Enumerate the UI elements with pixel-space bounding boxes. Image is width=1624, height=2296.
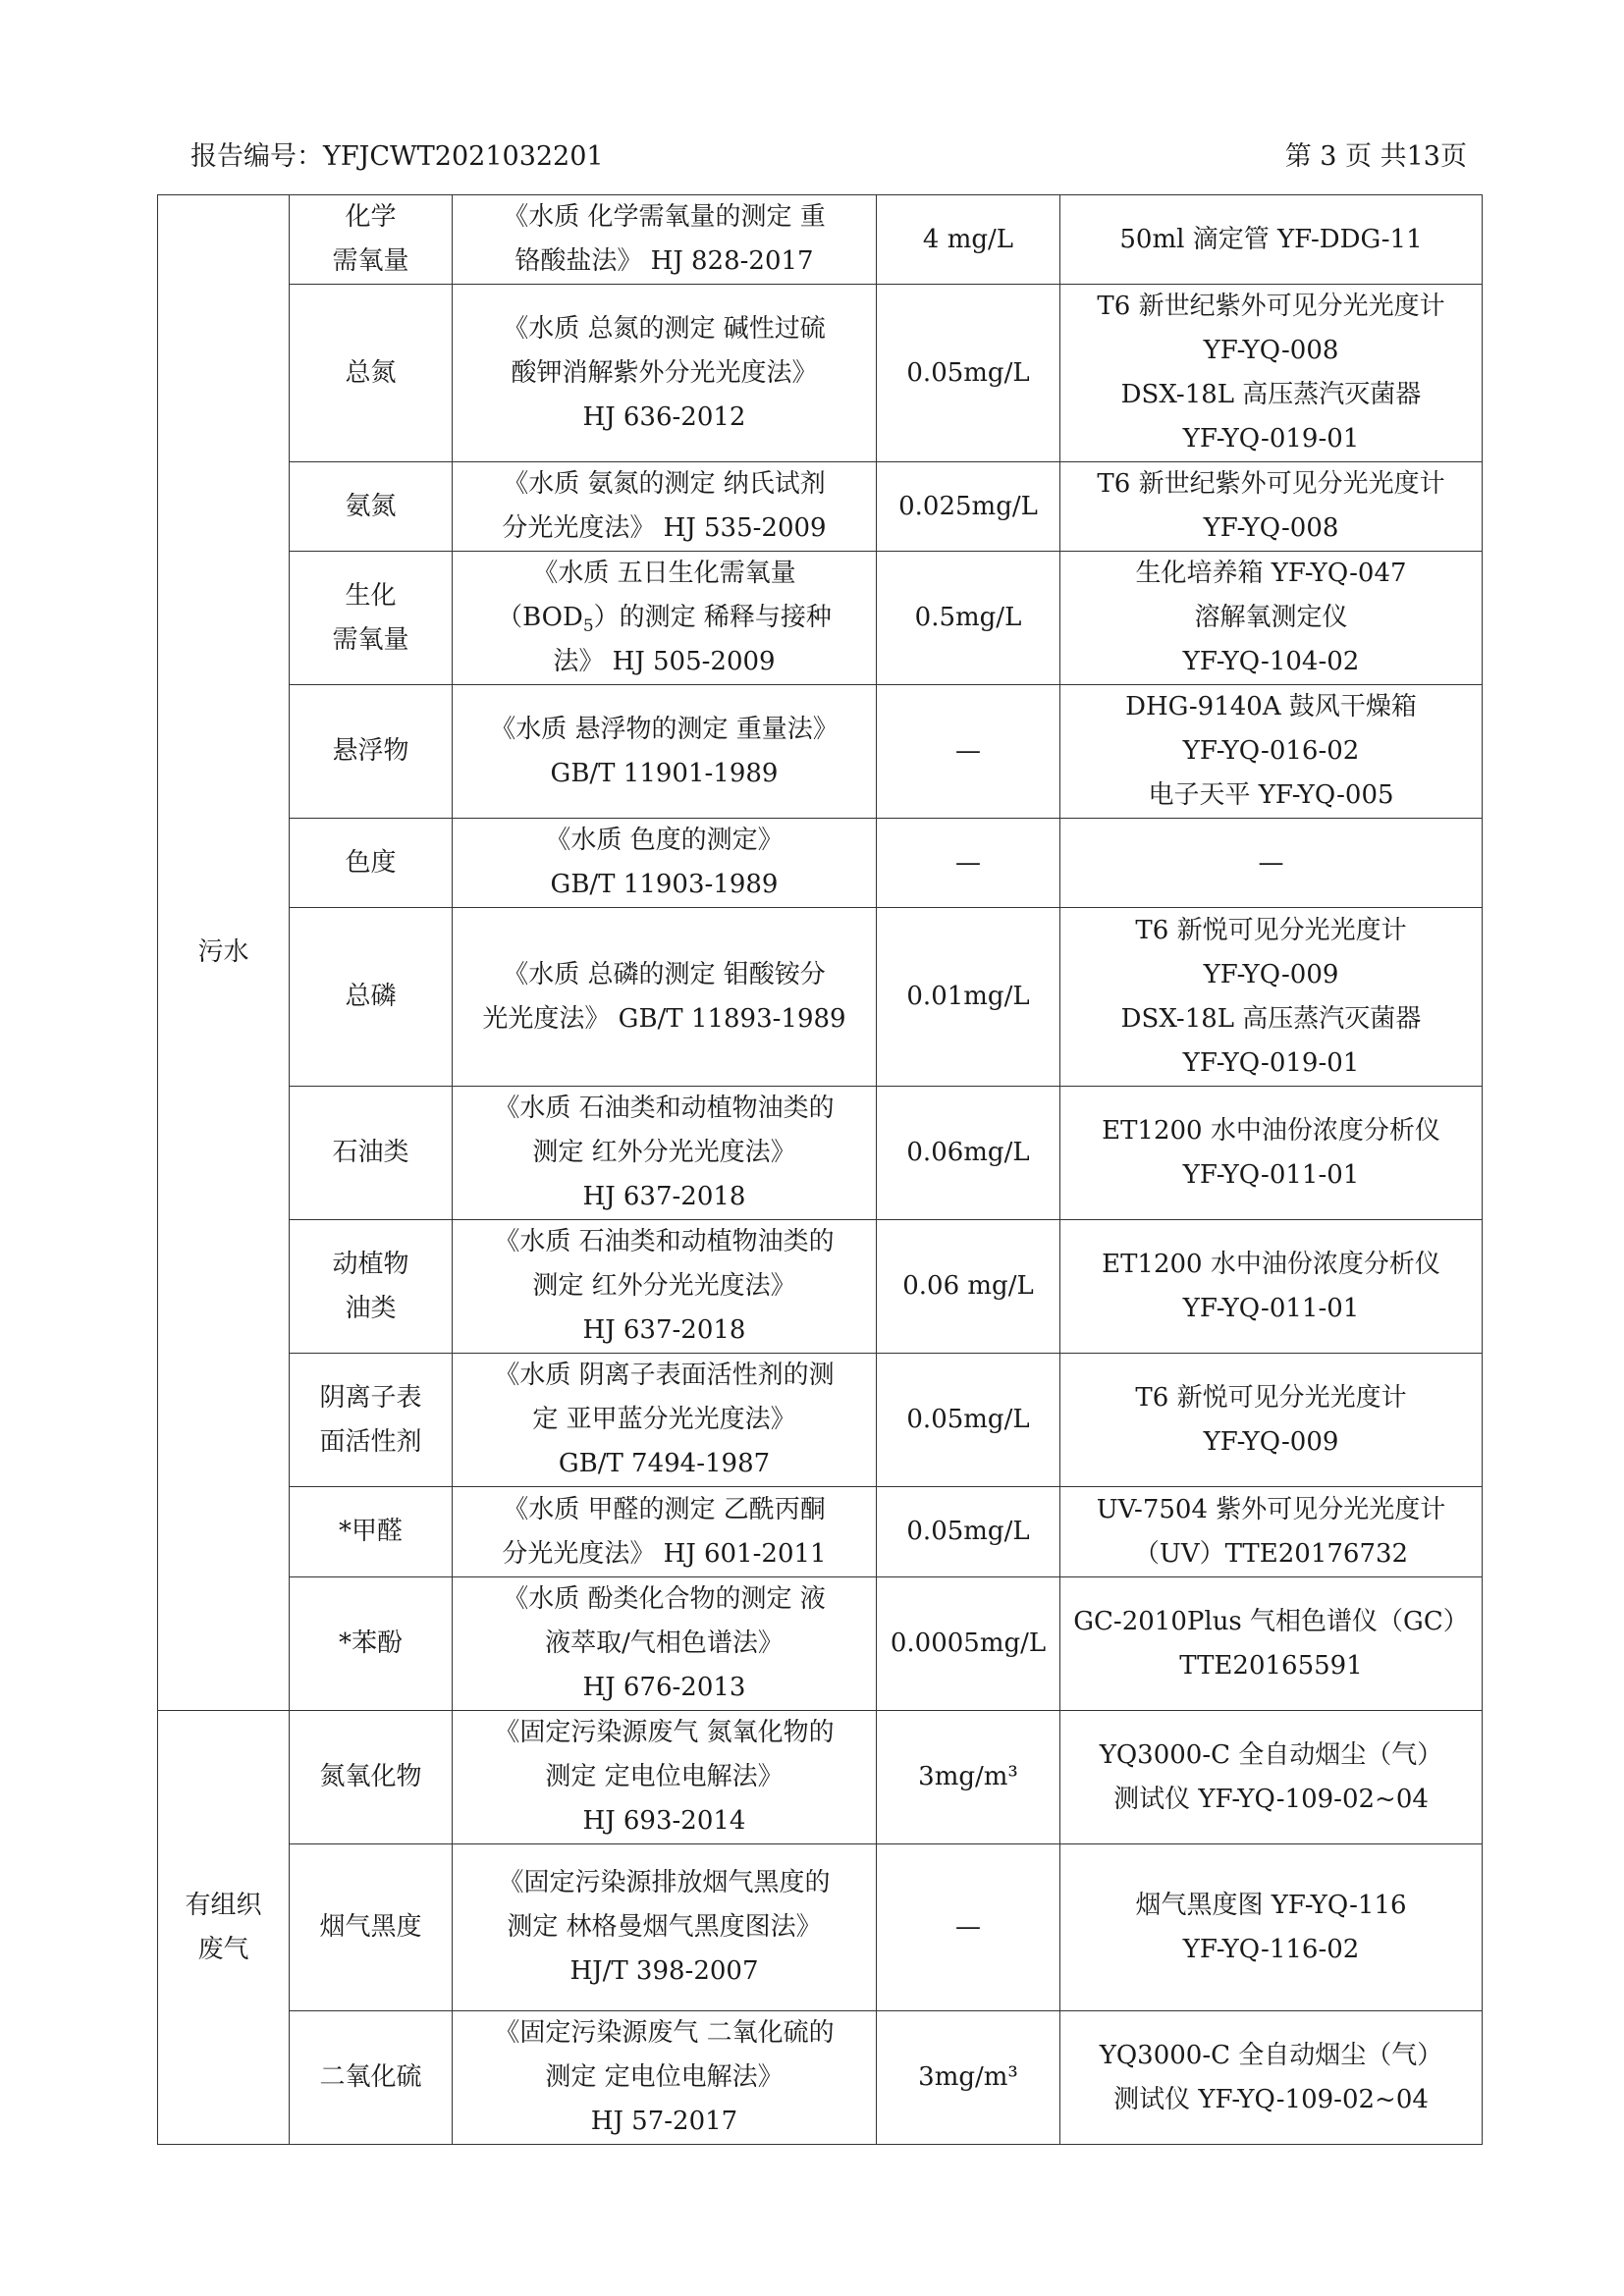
instrument-cell: T6 新世纪紫外可见分光光度计 YF-YQ-008 DSX-18L 高压蒸汽灭菌器 YF-YQ-019-01	[1060, 285, 1483, 462]
limit-cell: 0.05mg/L	[877, 285, 1060, 462]
method-text-pre: 《水质 五日生化需氧量 （BOD	[497, 559, 796, 632]
instrument-cell: YQ3000-C 全自动烟尘（气） 测试仪 YF-YQ-109-02~04	[1060, 2011, 1483, 2145]
method-cell: 《水质 总磷的测定 钼酸铵分 光光度法》 GB/T 11893-1989	[453, 908, 877, 1087]
instrument-cell: UV-7504 紫外可见分光光度计 （UV）TTE20176732	[1060, 1487, 1483, 1577]
table-row	[158, 552, 1483, 685]
table-row	[158, 1577, 1483, 1711]
method-cell: 《固定污染源废气 二氧化硫的 测定 定电位电解法》 HJ 57-2017	[453, 2011, 877, 2145]
instrument-cell: 生化培养箱 YF-YQ-047 溶解氧测定仪 YF-YQ-104-02	[1060, 552, 1483, 685]
limit-cell: 3mg/m³	[877, 1711, 1060, 1844]
method-cell: 《水质 石油类和动植物油类的 测定 红外分光光度法》 HJ 637-2018	[453, 1220, 877, 1354]
method-cell: 《固定污染源排放烟气黑度的 测定 林格曼烟气黑度图法》 HJ/T 398-2007	[453, 1844, 877, 2011]
instrument-cell: T6 新世纪紫外可见分光光度计 YF-YQ-008	[1060, 462, 1483, 552]
item-cell: 生化 需氧量	[290, 552, 453, 685]
item-cell: 悬浮物	[290, 685, 453, 819]
instrument-cell: T6 新悦可见分光光度计 YF-YQ-009 DSX-18L 高压蒸汽灭菌器 YF-YQ-019-01	[1060, 908, 1483, 1087]
method-cell: 《水质 总氮的测定 碱性过硫 酸钾消解紫外分光光度法》 HJ 636-2012	[453, 285, 877, 462]
limit-cell: 0.05mg/L	[877, 1354, 1060, 1487]
instrument-cell: ET1200 水中油份浓度分析仪 YF-YQ-011-01	[1060, 1087, 1483, 1220]
limit-cell: 4 mg/L	[877, 195, 1060, 285]
limit-cell: 0.06mg/L	[877, 1087, 1060, 1220]
method-cell	[453, 552, 877, 685]
item-cell: 化学 需氧量	[290, 195, 453, 285]
method-cell: 《水质 悬浮物的测定 重量法》 GB/T 11901-1989	[453, 685, 877, 819]
instrument-cell: 50ml 滴定管 YF-DDG-11	[1060, 195, 1483, 285]
item-cell: 氮氧化物	[290, 1711, 453, 1844]
table-row	[158, 462, 1483, 552]
category-cell: 污水	[158, 195, 290, 1711]
item-cell: 石油类	[290, 1087, 453, 1220]
table-row	[158, 1087, 1483, 1220]
limit-cell: 0.5mg/L	[877, 552, 1060, 685]
instrument-cell: 烟气黑度图 YF-YQ-116 YF-YQ-116-02	[1060, 1844, 1483, 2011]
item-cell: 色度	[290, 819, 453, 908]
method-cell: 《固定污染源废气 氮氧化物的 测定 定电位电解法》 HJ 693-2014	[453, 1711, 877, 1844]
item-cell: *苯酚	[290, 1577, 453, 1711]
limit-cell: 0.01mg/L	[877, 908, 1060, 1087]
table-row	[158, 908, 1483, 1087]
instrument-cell: GC-2010Plus 气相色谱仪（GC） TTE20165591	[1060, 1577, 1483, 1711]
category-cell: 有组织 废气	[158, 1711, 290, 2145]
method-subscript: 5	[582, 616, 594, 637]
detection-methods-table	[157, 194, 1483, 2145]
limit-cell: —	[877, 685, 1060, 819]
table-row	[158, 1711, 1483, 1844]
table-row	[158, 2011, 1483, 2145]
instrument-cell: ET1200 水中油份浓度分析仪 YF-YQ-011-01	[1060, 1220, 1483, 1354]
item-cell: 阴离子表 面活性剂	[290, 1354, 453, 1487]
method-cell: 《水质 色度的测定》 GB/T 11903-1989	[453, 819, 877, 908]
method-cell: 《水质 阴离子表面活性剂的测 定 亚甲蓝分光光度法》 GB/T 7494-1987	[453, 1354, 877, 1487]
limit-cell: 0.05mg/L	[877, 1487, 1060, 1577]
report-number: 报告编号：YFJCWT2021032201	[190, 141, 604, 172]
item-cell: 总磷	[290, 908, 453, 1087]
item-cell: *甲醛	[290, 1487, 453, 1577]
method-text-post: ）的测定 稀释与接种 法》 HJ 505-2009	[553, 603, 832, 676]
table-row	[158, 285, 1483, 462]
limit-cell: 0.0005mg/L	[877, 1577, 1060, 1711]
table-row	[158, 1844, 1483, 2011]
limit-cell: 3mg/m³	[877, 2011, 1060, 2145]
table-row	[158, 819, 1483, 908]
item-cell: 氨氮	[290, 462, 453, 552]
instrument-cell: YQ3000-C 全自动烟尘（气） 测试仪 YF-YQ-109-02~04	[1060, 1711, 1483, 1844]
instrument-cell: T6 新悦可见分光光度计 YF-YQ-009	[1060, 1354, 1483, 1487]
page-header	[190, 137, 1467, 177]
instrument-cell: —	[1060, 819, 1483, 908]
method-cell: 《水质 甲醛的测定 乙酰丙酮 分光光度法》 HJ 601-2011	[453, 1487, 877, 1577]
limit-cell: 0.06 mg/L	[877, 1220, 1060, 1354]
table-row	[158, 685, 1483, 819]
item-cell: 烟气黑度	[290, 1844, 453, 2011]
limit-cell: —	[877, 819, 1060, 908]
table-row	[158, 1487, 1483, 1577]
method-cell: 《水质 化学需氧量的测定 重 铬酸盐法》 HJ 828-2017	[453, 195, 877, 285]
item-cell: 动植物 油类	[290, 1220, 453, 1354]
method-cell: 《水质 酚类化合物的测定 液 液萃取/气相色谱法》 HJ 676-2013	[453, 1577, 877, 1711]
page-number: 第 3 页 共13页	[1284, 141, 1467, 172]
limit-cell: —	[877, 1844, 1060, 2011]
method-cell: 《水质 石油类和动植物油类的 测定 红外分光光度法》 HJ 637-2018	[453, 1087, 877, 1220]
method-cell: 《水质 氨氮的测定 纳氏试剂 分光光度法》 HJ 535-2009	[453, 462, 877, 552]
table-row	[158, 195, 1483, 285]
limit-cell: 0.025mg/L	[877, 462, 1060, 552]
item-cell: 总氮	[290, 285, 453, 462]
table-row	[158, 1220, 1483, 1354]
instrument-cell: DHG-9140A 鼓风干燥箱 YF-YQ-016-02 电子天平 YF-YQ-005	[1060, 685, 1483, 819]
item-cell: 二氧化硫	[290, 2011, 453, 2145]
table-row	[158, 1354, 1483, 1487]
